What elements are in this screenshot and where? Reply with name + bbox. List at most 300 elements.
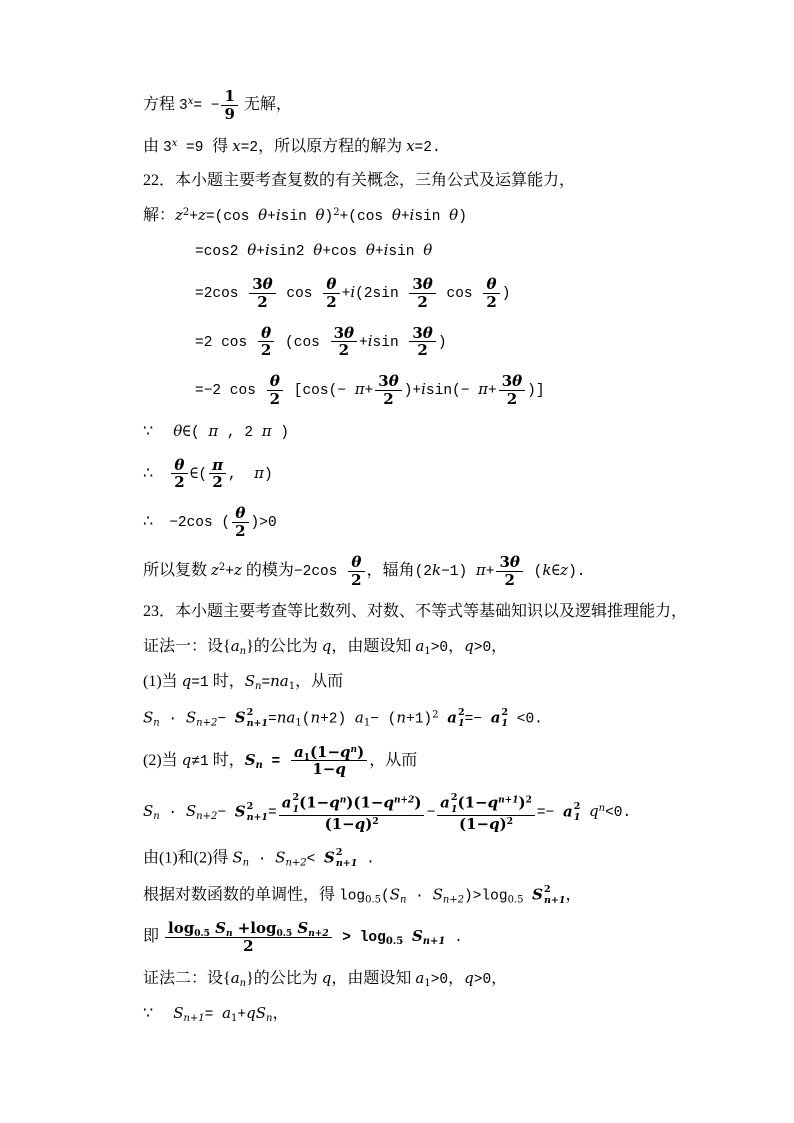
- q22-conclusion: [143, 554, 746, 589]
- text-run: 2: [260, 341, 272, 360]
- text-run: ，从而: [369, 751, 418, 769]
- fraction-numerator: [209, 457, 226, 474]
- text-run: log: [168, 919, 195, 938]
- text-run: +: [374, 244, 384, 261]
- sup-sub-group: [563, 801, 580, 824]
- sup-sub-column: [247, 801, 268, 824]
- superscript: 2: [501, 706, 509, 718]
- text-run: =: [204, 1006, 223, 1023]
- text-run: )(1−: [346, 793, 384, 812]
- eq-solution-line: [143, 137, 746, 158]
- text-run: z: [198, 206, 206, 225]
- fraction-numerator: [267, 373, 283, 390]
- fraction-numerator: [437, 792, 535, 815]
- fraction: [437, 792, 535, 833]
- fraction: [348, 554, 364, 589]
- text-run: ).: [568, 563, 586, 580]
- text-run: (1−: [299, 793, 330, 812]
- text-run: (: [524, 563, 543, 580]
- fraction-numerator: [279, 792, 425, 815]
- subscript: n+2: [196, 717, 218, 729]
- text-run: 2: [383, 389, 394, 408]
- text-run: ≠1: [191, 753, 209, 770]
- text-run: x: [232, 136, 241, 155]
- document-body: [143, 88, 746, 1025]
- text-run: na: [276, 708, 296, 727]
- text-run: π: [254, 463, 265, 482]
- text-run: S: [244, 750, 256, 769]
- text-run: S: [244, 671, 255, 690]
- text-run: θ: [422, 323, 433, 342]
- text-run: na: [270, 671, 289, 690]
- text-run: (2: [414, 563, 432, 580]
- text-run: k: [542, 560, 552, 579]
- text-run: θ: [261, 323, 272, 342]
- sup-sub-group: [447, 707, 464, 730]
- fraction: [171, 457, 187, 492]
- superscript: 2: [246, 800, 254, 812]
- text-run: ，辐角: [366, 561, 415, 579]
- text-run: >0: [430, 640, 449, 657]
- text-run: q: [181, 750, 192, 769]
- text-run: =: [262, 753, 289, 770]
- sup-sub-column: [336, 847, 357, 870]
- subscript: 1: [292, 803, 300, 815]
- text-run: q: [340, 742, 351, 761]
- text-run: − (: [370, 711, 397, 728]
- superscript: n: [350, 744, 358, 755]
- text-run: θ: [269, 372, 280, 391]
- text-run: (1−: [324, 814, 355, 833]
- q22-step-1: [143, 206, 746, 227]
- text-run: x: [406, 136, 415, 155]
- fraction-denominator: [409, 341, 435, 359]
- text-run: q: [329, 793, 340, 812]
- fraction: [221, 88, 237, 123]
- text-run: θ: [391, 206, 401, 225]
- text-run: 2: [257, 292, 268, 311]
- text-run: ，: [491, 638, 508, 656]
- text-run: S: [185, 708, 197, 727]
- text-run: 2: [351, 570, 362, 589]
- text-run: 2: [269, 389, 281, 408]
- text-run: −: [217, 805, 235, 822]
- text-run: θ: [174, 455, 185, 474]
- fraction: [232, 505, 248, 540]
- fraction-denominator: [258, 341, 274, 359]
- text-run: =2: [240, 139, 259, 156]
- text-run: (1)当: [143, 672, 182, 690]
- text-run: =cos2: [195, 244, 248, 261]
- superscript: x: [171, 137, 178, 149]
- text-run: <: [306, 851, 325, 868]
- text-run: ): [499, 814, 507, 833]
- text-run: ): [357, 742, 365, 761]
- fraction-numerator: [165, 919, 332, 940]
- subscript: 0.5: [276, 929, 293, 940]
- text-run: cos: [437, 285, 482, 302]
- text-run: log: [359, 930, 386, 947]
- text-run: >0: [473, 640, 492, 657]
- text-run: S: [143, 802, 154, 821]
- text-run: [cos(−: [285, 383, 355, 400]
- subscript: n: [255, 759, 263, 771]
- superscript: 2: [218, 561, 226, 573]
- q22-step-3: [143, 276, 746, 311]
- fraction: [291, 744, 367, 779]
- fraction-numerator: [375, 373, 401, 390]
- text-run: <0.: [508, 711, 543, 728]
- subscript: n+2: [285, 857, 307, 869]
- superscript: 2: [292, 792, 300, 804]
- text-run: θ: [423, 241, 433, 260]
- superscript: n+2: [393, 795, 415, 806]
- text-run: 即: [143, 928, 164, 946]
- proof1-case1-eq: [143, 707, 746, 730]
- text-run: q: [489, 814, 500, 833]
- sup-sub-base: S: [324, 848, 335, 867]
- text-run: ，所以原方程的解为: [258, 137, 407, 155]
- text-run: }的公比为: [246, 969, 322, 987]
- text-run: 时，: [208, 672, 245, 690]
- text-run: 2: [212, 473, 223, 492]
- text-run: (1−: [459, 814, 490, 833]
- text-run: ，从而: [295, 672, 344, 690]
- text-run: 由: [143, 137, 164, 155]
- proof2-setup: [143, 969, 746, 990]
- fraction: [409, 276, 435, 311]
- superscript: 2: [450, 792, 458, 804]
- text-run: =−: [536, 805, 563, 822]
- fraction: [258, 325, 274, 360]
- text-run: i: [350, 282, 356, 301]
- text-run: ，由题设知: [331, 638, 416, 656]
- text-run: a: [415, 637, 425, 656]
- text-run: k: [432, 560, 442, 579]
- text-run: ): [414, 793, 422, 812]
- text-run: a: [354, 708, 364, 727]
- text-run: S: [411, 927, 423, 946]
- sup-sub-base: a: [440, 793, 450, 812]
- sup-sub-column: [544, 884, 565, 907]
- sup-sub-base: S: [532, 884, 544, 903]
- text-run: 3: [412, 274, 423, 293]
- sup-sub-group: [532, 884, 565, 907]
- text-run: θ: [235, 504, 246, 523]
- sup-sub-group: [235, 801, 268, 824]
- text-run: 2: [338, 341, 350, 360]
- text-run: 解：: [143, 207, 176, 225]
- text-run: θ: [512, 372, 523, 391]
- sup-sub-base: a: [281, 793, 292, 812]
- text-run: q: [354, 814, 366, 833]
- text-run: =: [261, 674, 271, 691]
- text-run: 2: [417, 341, 428, 360]
- text-run: θ: [344, 323, 355, 342]
- text-run: θ: [315, 206, 325, 225]
- text-run: 得: [212, 137, 233, 155]
- sup-sub-column: [451, 792, 458, 815]
- text-run: sin2: [269, 244, 314, 261]
- text-run: 3: [163, 139, 172, 156]
- text-run: +: [256, 244, 265, 261]
- text-run: =1: [191, 674, 209, 691]
- text-run: +(cos: [339, 209, 392, 226]
- text-run: q: [464, 637, 474, 656]
- fraction-numerator: [499, 373, 525, 390]
- fraction-denominator: [291, 760, 367, 778]
- text-run: , 2: [218, 424, 262, 441]
- superscript: 2: [246, 706, 254, 718]
- text-run: −1): [441, 563, 476, 580]
- text-run: =2.: [414, 139, 441, 156]
- subscript: 0.5: [365, 893, 382, 905]
- superscript: 2: [544, 883, 551, 895]
- fraction-denominator: [267, 390, 283, 408]
- fraction-denominator: [499, 390, 525, 408]
- text-run: +: [189, 209, 198, 226]
- text-run: +2): [320, 711, 355, 728]
- text-run: [439, 711, 448, 727]
- text-run: ·: [159, 805, 186, 822]
- proof1-case2: [143, 744, 746, 779]
- text-run: 1: [224, 87, 235, 105]
- subscript: n+2: [196, 811, 218, 823]
- text-run: θ: [351, 552, 362, 571]
- text-run: +: [485, 563, 495, 580]
- subscript: n: [225, 929, 233, 940]
- text-run: q: [181, 671, 192, 690]
- text-run: <0.: [605, 805, 632, 822]
- text-run: +cos: [322, 244, 366, 261]
- text-run: 2: [417, 292, 428, 311]
- text-run: ): [458, 209, 467, 226]
- proof1-case1: [143, 672, 746, 693]
- text-run: S: [143, 708, 154, 727]
- text-run: [580, 805, 589, 821]
- text-run: S: [297, 919, 309, 938]
- text-run: π: [354, 380, 365, 399]
- text-run: n: [310, 708, 321, 727]
- sup-sub-base: S: [234, 802, 246, 821]
- fraction-numerator: [249, 276, 275, 293]
- text-run: ): [324, 209, 334, 226]
- text-run: (: [301, 711, 311, 728]
- text-run: +: [488, 383, 497, 400]
- text-run: z: [234, 560, 242, 579]
- text-run: .: [445, 930, 463, 947]
- text-run: q: [487, 793, 499, 812]
- text-run: =: [268, 805, 277, 822]
- subscript: 1: [457, 718, 465, 730]
- subscript: 0.5: [385, 936, 404, 948]
- text-run: ∴: [143, 464, 170, 482]
- text-run: )>0: [250, 515, 277, 532]
- fraction-numerator: [232, 505, 248, 522]
- text-run: 根据对数函数的单调性，得: [143, 885, 340, 903]
- proof1-conclusion: [143, 920, 746, 955]
- fraction: [483, 276, 499, 311]
- fraction-denominator: [496, 571, 522, 589]
- text-run: θ: [258, 206, 268, 225]
- text-run: 23．本小题主要考查等比数列、对数、不等式等基础知识以及逻辑推理能力，: [143, 603, 688, 621]
- fraction-numerator: [409, 276, 435, 293]
- text-run: n: [396, 708, 407, 727]
- subscript: n: [242, 857, 250, 869]
- text-run: (2)当: [143, 751, 182, 769]
- subscript: 1: [295, 717, 302, 729]
- fraction-denominator: [331, 341, 357, 359]
- text-run: q: [335, 760, 346, 779]
- subscript: n: [265, 1012, 273, 1024]
- text-run: i: [409, 206, 415, 225]
- text-run: S: [185, 802, 197, 821]
- text-run: ，由题设知: [331, 969, 416, 987]
- text-run: +log: [232, 919, 277, 938]
- text-run: π: [475, 560, 486, 579]
- text-run: sin: [414, 209, 450, 226]
- text-run: ，: [448, 969, 465, 987]
- text-run: −2cos (: [169, 515, 231, 532]
- sup-sub-base: a: [447, 708, 457, 727]
- text-run: q: [464, 968, 474, 987]
- text-run: 证法一：设{: [143, 638, 231, 656]
- fraction-numerator: [496, 554, 522, 571]
- text-run: qS: [246, 1003, 266, 1022]
- subscript: 1: [424, 646, 431, 658]
- subscript: 1: [424, 977, 431, 989]
- text-run: 3: [499, 552, 510, 571]
- fraction-denominator: [375, 390, 401, 408]
- text-run: −: [217, 711, 235, 728]
- text-run: a: [222, 1003, 232, 1022]
- text-run: +: [225, 563, 234, 580]
- text-run: ): [437, 334, 447, 351]
- text-run: 3: [501, 372, 513, 391]
- fraction: [279, 792, 425, 833]
- text-run: i: [367, 331, 373, 350]
- text-run: 的模为: [241, 561, 294, 579]
- text-run: 无解，: [239, 95, 292, 113]
- fraction-denominator: [409, 293, 435, 311]
- fraction: [165, 920, 332, 955]
- text-run: 方程: [143, 95, 180, 113]
- text-run: −: [426, 805, 436, 822]
- text-run: log: [339, 887, 366, 904]
- text-run: cos: [277, 285, 322, 302]
- text-run: ，: [491, 969, 508, 987]
- fraction-denominator: [209, 473, 226, 491]
- text-run: S: [432, 884, 443, 903]
- subscript: n: [400, 893, 407, 905]
- sup-sub-group: [324, 847, 357, 870]
- subscript: n+1: [335, 858, 358, 870]
- text-run: i: [421, 380, 426, 399]
- subscript: 1: [450, 803, 458, 815]
- text-run: θ: [509, 552, 520, 571]
- eq-no-solution-line: [143, 88, 746, 123]
- text-run: S: [215, 919, 226, 938]
- text-run: S: [232, 848, 243, 867]
- text-run: +: [400, 209, 410, 226]
- text-run: 3: [252, 274, 263, 293]
- subscript: n+2: [442, 893, 465, 905]
- superscript: n: [339, 795, 347, 806]
- text-run: 3: [179, 97, 188, 114]
- proof2-because-line: [143, 1004, 746, 1025]
- text-run: a: [293, 742, 304, 761]
- subscript: n+1: [183, 1012, 205, 1024]
- text-run: +1): [406, 711, 433, 728]
- q22-step-2: [143, 241, 746, 262]
- fraction-numerator: [291, 744, 367, 761]
- text-run: ∈(: [189, 466, 208, 483]
- superscript: 2: [335, 846, 343, 858]
- sup-sub-column: [247, 707, 268, 730]
- text-run: =9: [177, 139, 213, 156]
- text-run: >: [333, 930, 360, 947]
- fraction-numerator: [348, 554, 364, 571]
- text-run: 2: [243, 937, 254, 956]
- text-run: ): [501, 285, 511, 302]
- fraction-denominator: [483, 293, 499, 311]
- subscript: n: [239, 977, 247, 989]
- text-run: θ: [247, 241, 257, 260]
- text-run: +: [341, 285, 351, 302]
- text-run: ): [271, 424, 289, 441]
- text-run: >0: [473, 971, 492, 988]
- text-run: ，: [272, 1004, 289, 1022]
- superscript: 2: [573, 800, 581, 812]
- text-run: ，: [565, 885, 582, 903]
- fraction: [267, 373, 283, 408]
- q22-step-4: [143, 325, 746, 360]
- subscript: 1: [501, 718, 509, 730]
- subscript: 0.5: [507, 893, 524, 905]
- superscript: 2: [182, 207, 190, 219]
- text-run: sin(−: [425, 383, 479, 400]
- text-run: 3: [333, 323, 345, 342]
- text-run: +: [267, 209, 276, 226]
- q22-therefore-1: [143, 457, 746, 492]
- subscript: 1: [573, 812, 581, 824]
- text-run: =−: [464, 711, 491, 728]
- subscript: n: [254, 680, 262, 692]
- text-run: 证法二：设{: [143, 969, 231, 987]
- fraction-numerator: [171, 457, 187, 474]
- text-run: ，: [448, 638, 465, 656]
- text-run: π: [212, 455, 224, 474]
- text-run: θ: [486, 274, 497, 293]
- text-run: [403, 930, 412, 946]
- text-run: 1−: [312, 760, 336, 779]
- text-run: 2: [504, 570, 515, 589]
- text-run: ): [264, 466, 273, 483]
- sup-sub-group: [440, 792, 457, 815]
- text-run: a: [230, 968, 240, 987]
- text-run: ∈: [551, 563, 561, 580]
- text-run: i: [275, 206, 281, 225]
- sup-sub-base: a: [562, 802, 573, 821]
- text-run: 3: [412, 323, 423, 342]
- text-run: −2cos: [293, 563, 347, 580]
- q23-heading: [143, 602, 746, 623]
- fraction-denominator: [279, 815, 425, 833]
- subscript: 0.5: [194, 929, 210, 940]
- fraction: [209, 457, 226, 492]
- sup-sub-base: a: [490, 708, 501, 727]
- subscript: 1: [288, 680, 296, 692]
